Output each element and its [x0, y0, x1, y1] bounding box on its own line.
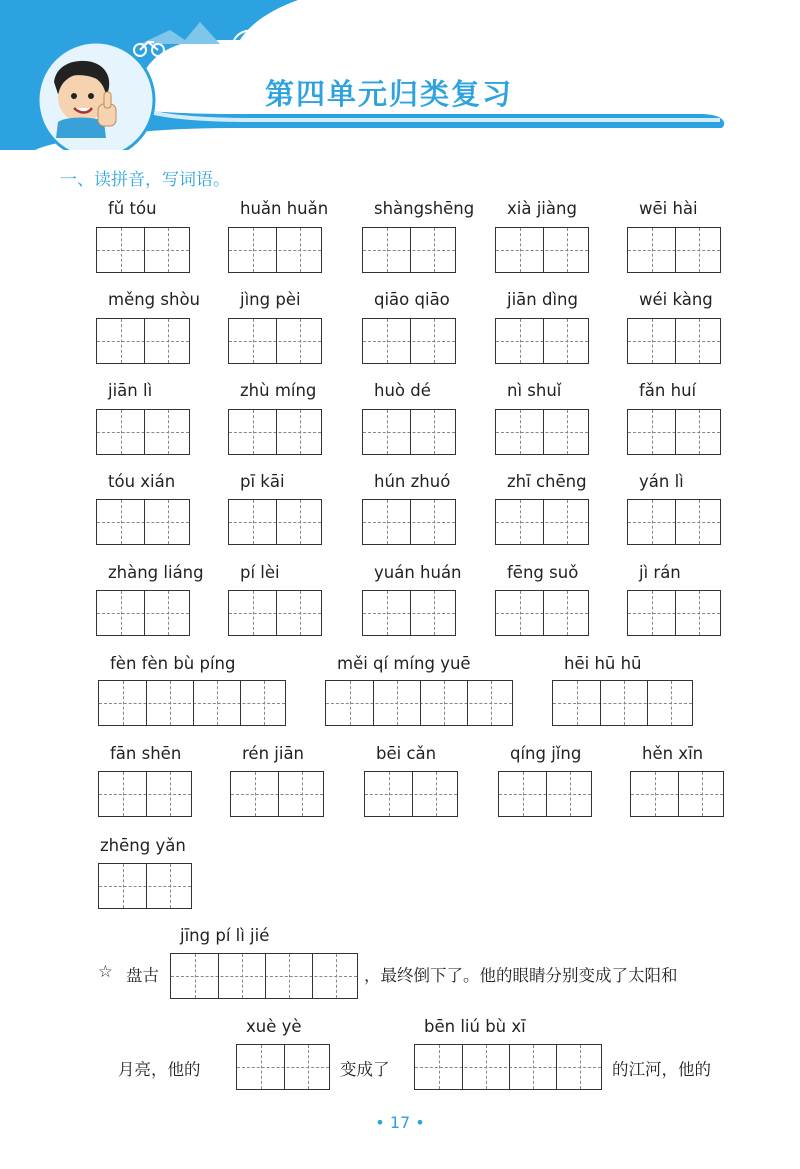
writing-grid[interactable] — [96, 590, 190, 636]
pinyin-label: wēi hài — [639, 199, 698, 218]
writing-grid[interactable] — [170, 953, 358, 999]
pinyin-label: jiān dìng — [507, 290, 578, 309]
pinyin-label: xià jiàng — [507, 199, 577, 218]
writing-grid[interactable] — [627, 499, 721, 545]
writing-grid[interactable] — [228, 590, 322, 636]
writing-grid[interactable] — [236, 1044, 330, 1090]
writing-grid[interactable] — [362, 227, 456, 273]
writing-grid[interactable] — [98, 680, 286, 726]
writing-grid[interactable] — [96, 318, 190, 364]
pinyin-label: fèn fèn bù píng — [110, 654, 236, 673]
pinyin-label: xuè yè — [246, 1017, 302, 1036]
writing-grid[interactable] — [552, 680, 693, 726]
writing-grid[interactable] — [495, 590, 589, 636]
pinyin-label: pí lèi — [240, 563, 280, 582]
writing-grid[interactable] — [98, 863, 192, 909]
pinyin-label: huǎn huǎn — [240, 199, 329, 218]
pinyin-label: měng shòu — [108, 290, 201, 309]
pinyin-label: nì shuǐ — [507, 381, 562, 400]
writing-grid[interactable] — [362, 409, 456, 455]
writing-grid[interactable] — [498, 771, 592, 817]
writing-grid[interactable] — [627, 590, 721, 636]
pinyin-label: jìng pèi — [240, 290, 301, 309]
writing-grid[interactable] — [627, 227, 721, 273]
writing-grid[interactable] — [228, 499, 322, 545]
writing-grid[interactable] — [362, 499, 456, 545]
writing-grid[interactable] — [495, 318, 589, 364]
pinyin-label: jiān lì — [108, 381, 153, 400]
section-title: 一、读拼音，写词语。 — [60, 170, 230, 190]
pinyin-label: hēi hū hū — [564, 654, 642, 673]
pinyin-label: zhēng yǎn — [100, 836, 186, 855]
writing-grid[interactable] — [627, 318, 721, 364]
pinyin-label: jì rán — [639, 563, 681, 582]
writing-grid[interactable] — [325, 680, 513, 726]
writing-grid[interactable] — [96, 409, 190, 455]
writing-grid[interactable] — [362, 318, 456, 364]
writing-grid[interactable] — [364, 771, 458, 817]
pinyin-label: qiāo qiāo — [374, 290, 450, 309]
passage-text: 的江河，他的 — [612, 1060, 711, 1079]
pinyin-label: měi qí míng yuē — [337, 654, 471, 673]
writing-grid[interactable] — [630, 771, 724, 817]
passage-text: ，最终倒下了。他的眼睛分别变成了太阳和 — [364, 966, 678, 985]
pinyin-label: qíng jǐng — [510, 744, 582, 763]
pinyin-label: pī kāi — [240, 472, 285, 491]
pinyin-label: fēng suǒ — [507, 563, 579, 582]
pinyin-label: wéi kàng — [639, 290, 713, 309]
pinyin-label: zhù míng — [240, 381, 317, 400]
pinyin-label: rén jiān — [242, 744, 305, 763]
passage-text: 盘古 — [126, 966, 159, 985]
passage-text: 月亮，他的 — [118, 1060, 201, 1079]
pinyin-label: hěn xīn — [642, 744, 704, 763]
pinyin-label: fǎn huí — [639, 381, 697, 400]
pinyin-label: yuán huán — [374, 563, 462, 582]
page-title: 第四单元归类复习 — [265, 77, 514, 111]
page-number: • 17 • — [375, 1113, 425, 1132]
writing-grid[interactable] — [495, 409, 589, 455]
pinyin-label: tóu xián — [108, 472, 176, 491]
writing-grid[interactable] — [228, 227, 322, 273]
pinyin-label: fǔ tóu — [108, 199, 157, 218]
writing-grid[interactable] — [228, 409, 322, 455]
writing-grid[interactable] — [362, 590, 456, 636]
writing-grid[interactable] — [96, 499, 190, 545]
pinyin-label: huò dé — [374, 381, 431, 400]
writing-grid[interactable] — [98, 771, 192, 817]
boy-thumbs-up-icon — [46, 56, 136, 138]
writing-grid[interactable] — [96, 227, 190, 273]
writing-grid[interactable] — [495, 499, 589, 545]
pinyin-label: fān shēn — [110, 744, 182, 763]
star-icon: ☆ — [98, 962, 113, 981]
pinyin-label: jīng pí lì jié — [180, 926, 270, 945]
pinyin-label: hún zhuó — [374, 472, 451, 491]
pinyin-label: zhàng liáng — [108, 563, 204, 582]
pinyin-label: zhī chēng — [507, 472, 587, 491]
passage-text: 变成了 — [340, 1060, 390, 1079]
pinyin-label: bēi cǎn — [376, 744, 437, 763]
writing-grid[interactable] — [627, 409, 721, 455]
writing-grid[interactable] — [228, 318, 322, 364]
writing-grid[interactable] — [414, 1044, 602, 1090]
pinyin-label: bēn liú bù xī — [424, 1017, 526, 1036]
writing-grid[interactable] — [230, 771, 324, 817]
pinyin-label: shàngshēng — [374, 199, 475, 218]
pinyin-label: yán lì — [639, 472, 684, 491]
writing-grid[interactable] — [495, 227, 589, 273]
